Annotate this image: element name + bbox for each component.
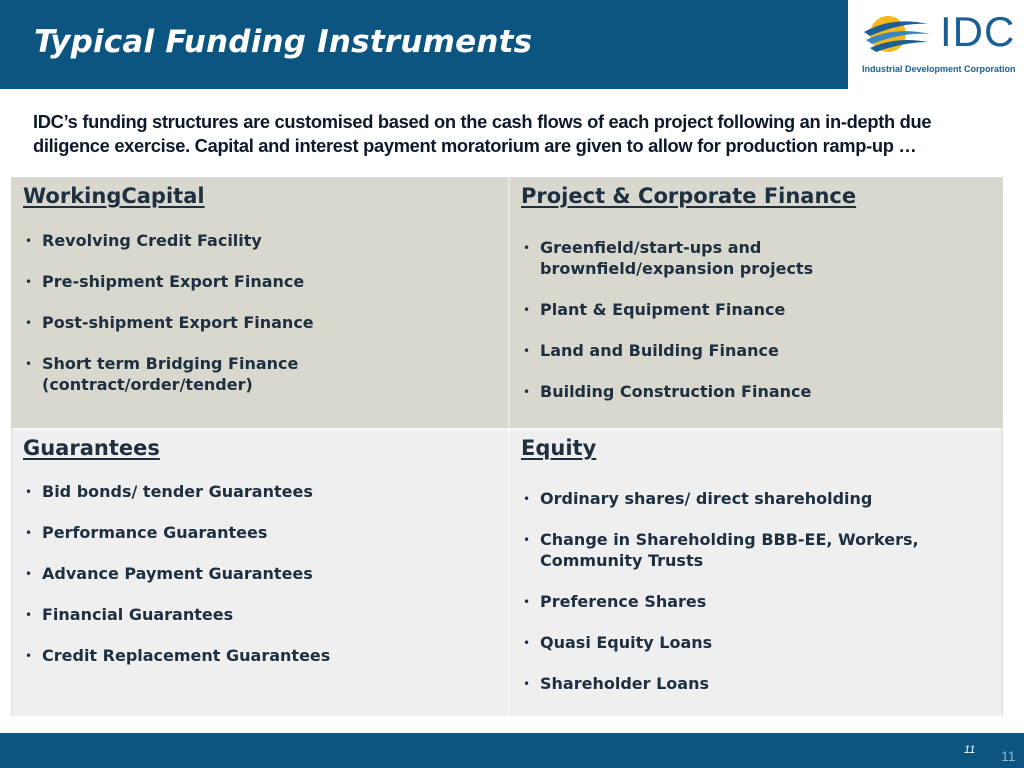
working-capital-list bbox=[23, 231, 342, 416]
list-item: • Pre-shipment Export Finance bbox=[25, 272, 305, 291]
list-item: • Greenfield/start-ups and brownfield/expansion projects bbox=[523, 238, 814, 278]
working-capital-panel bbox=[12, 178, 508, 428]
list-item: • Quasi Equity Loans bbox=[523, 632, 713, 652]
page-number: 11 bbox=[964, 744, 976, 756]
list-item: • Building Construction Finance bbox=[523, 381, 812, 401]
list-item: • Preference Shares bbox=[523, 591, 707, 611]
page-number-edge: 11 bbox=[1001, 748, 1016, 764]
guarantees-list bbox=[23, 482, 330, 687]
list-item: • Shareholder Loans bbox=[523, 673, 709, 693]
logo-wordmark: IDC bbox=[940, 8, 1016, 55]
list-item: • Financial Guarantees bbox=[25, 605, 234, 624]
list-item: • Credit Replacement Guarantees bbox=[25, 646, 331, 665]
footer-bar bbox=[0, 733, 1024, 768]
project-finance-heading: Project & Corporate Finance bbox=[521, 184, 857, 208]
list-item: • Change in Shareholding BBB-EE, Workers, Community Trusts bbox=[523, 530, 919, 570]
working-capital-heading: WorkingCapital bbox=[23, 184, 205, 208]
equity-panel bbox=[508, 428, 1002, 716]
list-item: • Land and Building Finance bbox=[523, 340, 779, 360]
list-item: • Advance Payment Guarantees bbox=[25, 564, 313, 583]
list-item: • Performance Guarantees bbox=[25, 523, 268, 542]
equity-list bbox=[521, 489, 961, 715]
list-item: • Ordinary shares/ direct shareholding bbox=[523, 489, 873, 508]
list-item: • Plant & Equipment Finance bbox=[523, 299, 786, 319]
intro-text: IDC’s funding structures are customised based on the cash flows of each project following an in-depth due diligence exercise. Capital and interest payment moratorium are given to allow for production ramp-up … bbox=[33, 111, 932, 156]
header-bar bbox=[0, 0, 1024, 89]
list-item: • Bid bonds/ tender Guarantees bbox=[25, 482, 313, 501]
guarantees-heading: Guarantees bbox=[23, 436, 160, 460]
list-item: • Post-shipment Export Finance bbox=[25, 313, 314, 332]
equity-heading: Equity bbox=[521, 436, 597, 460]
funding-grid bbox=[11, 177, 1003, 716]
sun-swoosh-logo-icon bbox=[862, 10, 932, 56]
project-finance-list bbox=[521, 238, 861, 423]
project-finance-panel bbox=[508, 178, 1002, 428]
list-item: • Revolving Credit Facility bbox=[25, 231, 262, 250]
logo-subtitle: Industrial Development Corporation bbox=[862, 64, 1016, 74]
slide-title: Typical Funding Instruments bbox=[34, 24, 533, 60]
list-item: • Short term Bridging Finance (contract/order/tender) bbox=[25, 354, 299, 394]
idc-logo bbox=[848, 0, 1024, 89]
guarantees-panel bbox=[12, 428, 508, 716]
